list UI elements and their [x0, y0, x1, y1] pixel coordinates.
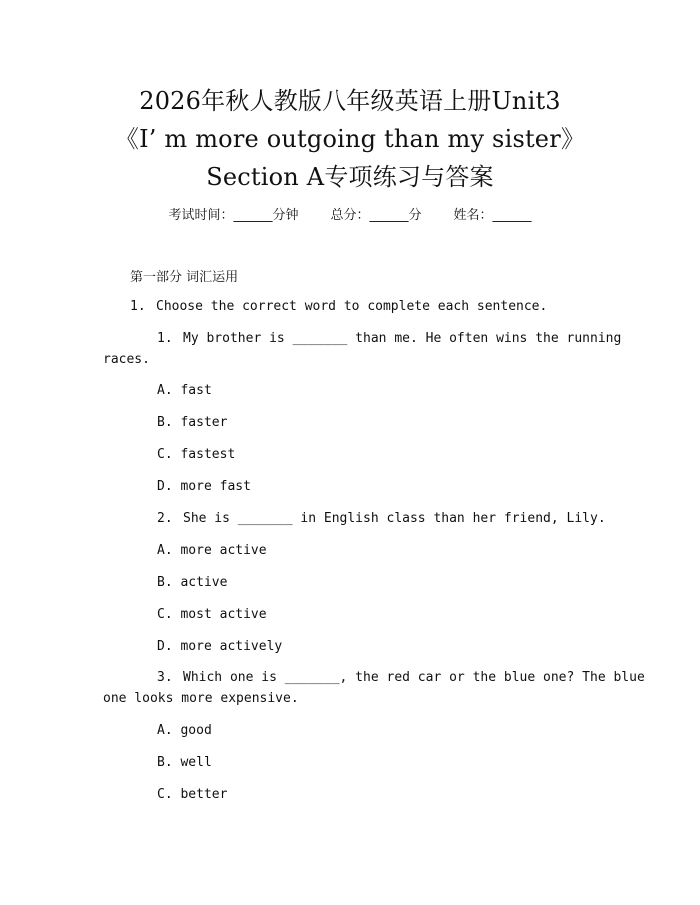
section-heading: 第一部分 词汇运用 — [130, 270, 239, 285]
question-3-line-1 — [157, 670, 645, 685]
question-2-option-d: D. more actively — [157, 639, 283, 654]
question-3-option-c: C. better — [157, 787, 228, 802]
instruction-number: 1. — [130, 299, 146, 314]
question-3-line-2: one looks more expensive. — [103, 691, 299, 706]
exam-info-row — [0, 204, 700, 223]
question-1-line-1 — [157, 331, 621, 346]
instruction-item — [130, 299, 547, 314]
question-1-option-d: D. more fast — [157, 479, 251, 494]
exam-time: 考试时间：______分钟 — [168, 208, 299, 223]
question-1-text: My brother is _______ than me. He often wins the running — [183, 331, 622, 346]
question-2-option-b: B. active — [157, 575, 228, 590]
question-2-line-1 — [157, 511, 606, 526]
title-line-3: Section A专项练习与答案 — [206, 163, 494, 191]
title-line-1: 2026年秋人教版八年级英语上册Unit3 — [139, 87, 561, 115]
question-2-text: She is _______ in English class than her friend, Lily. — [183, 511, 606, 526]
question-3-option-b: B. well — [157, 755, 212, 770]
total-score: 总分：______分 — [330, 208, 422, 223]
question-2-option-a: A. more active — [157, 543, 267, 558]
question-1-number: 1. — [157, 331, 173, 346]
question-2-option-c: C. most active — [157, 607, 267, 622]
question-3-number: 3. — [157, 670, 173, 685]
question-1-line-2: races. — [103, 352, 150, 367]
student-name: 姓名：______ — [453, 208, 532, 223]
question-2-number: 2. — [157, 511, 173, 526]
question-3-option-a: A. good — [157, 723, 212, 738]
question-1-option-c: C. fastest — [157, 447, 236, 462]
instruction-text: Choose the correct word to complete each sentence. — [156, 299, 548, 314]
question-1-option-a: A. fast — [157, 383, 212, 398]
question-3-text: Which one is _______, the red car or the blue one? The blue — [183, 670, 645, 685]
title-line-2: 《I’ m more outgoing than my sister》 — [114, 125, 586, 153]
document-title — [0, 82, 700, 196]
question-1-option-b: B. faster — [157, 415, 228, 430]
